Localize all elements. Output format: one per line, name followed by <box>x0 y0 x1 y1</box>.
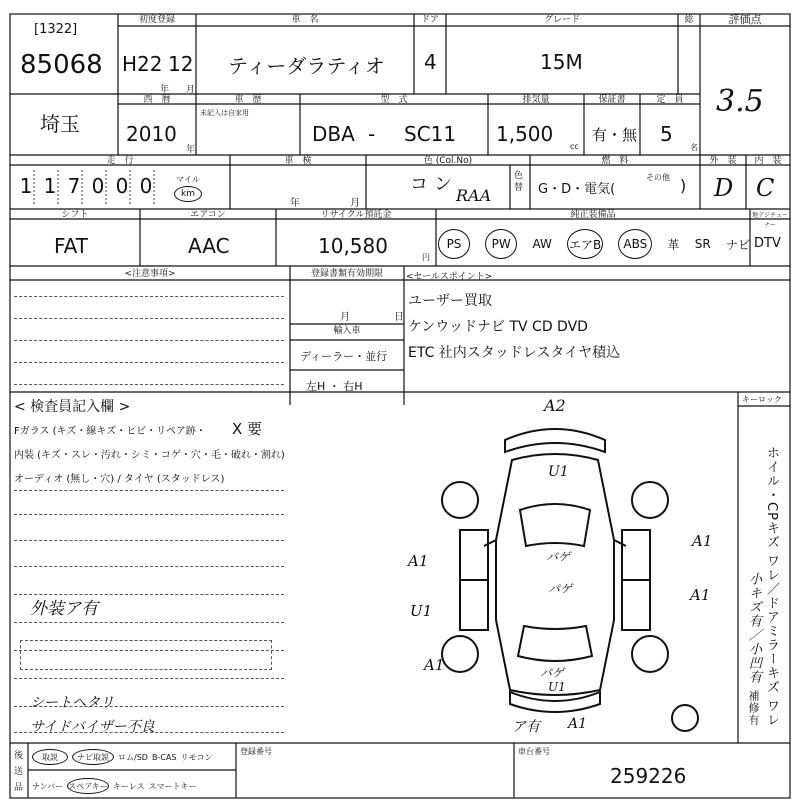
bottom-items-row2 <box>32 778 197 794</box>
mark-rear-a1: A1 <box>568 716 588 732</box>
equipment-label: 純正装備品 <box>570 210 616 220</box>
warranty-value: 有・無 <box>592 126 638 144</box>
inspector-line-2: 内装 (キズ・スレ・汚れ・シミ・コゲ・穴・毛・破れ・割れ) <box>14 450 285 461</box>
mark-roof-2: パゲ <box>548 582 573 596</box>
item-navi-manual: ナビ取説 <box>72 749 114 765</box>
inspector-line-3: オーディオ (無し・穴) / タイヤ (スタッドレス) <box>14 474 225 485</box>
mileage-digit: 0 <box>139 174 153 198</box>
sales-line-1: ユーザー買取 <box>408 293 492 309</box>
fuel-close: ) <box>680 176 687 195</box>
item-remote: リモコン <box>180 752 213 762</box>
recycle-unit: 円 <box>422 253 430 262</box>
shaken-label: 車 検 <box>284 156 312 166</box>
score-label: 評価点 <box>728 13 762 26</box>
equip-pw: PW <box>485 229 517 259</box>
mileage-digit: 1 <box>19 174 33 198</box>
equip-navi: ナビ <box>725 237 750 252</box>
exterior-label: 外 装 <box>709 156 737 166</box>
mark-roof-1: パゲ <box>546 550 571 564</box>
fuel-value: G・D・電気( <box>538 182 616 197</box>
mark-rear-1: パゲ <box>540 666 565 680</box>
mark-a2: A2 <box>544 396 566 415</box>
doors-label: ドア <box>421 15 439 25</box>
score-value: 3.5 <box>716 84 764 119</box>
interior-label: 内 装 <box>754 156 782 166</box>
equip-abs: ABS <box>618 229 652 259</box>
mark-u1-front: U1 <box>548 464 569 480</box>
item-number: ナンバー <box>32 781 64 791</box>
first-reg-year-unit: 年 <box>160 85 170 95</box>
mileage-label: 走 行 <box>106 156 134 166</box>
doors-value: 4 <box>424 50 437 74</box>
item-smart-key: スマートキー <box>148 781 197 791</box>
equip-airbag: エアB <box>567 229 603 259</box>
warranty-label: 保証書 <box>598 95 626 105</box>
sales-line-3: ETC 社内スタッドレスタイヤ積込 <box>408 345 621 361</box>
color-label: 色 (Col.No) <box>423 156 473 166</box>
mark-rear-a: ア有 <box>512 719 540 735</box>
inspector-title: < 検査員記入欄 > <box>14 399 131 415</box>
first-reg-month: 12 <box>168 52 194 76</box>
hand-note-box <box>20 640 272 670</box>
equip-sr: SR <box>694 237 711 251</box>
recycle-label: リサイクル預託金 <box>320 210 392 220</box>
mileage-mile-unit: マイル <box>176 175 200 184</box>
first-reg-value: H22 <box>122 52 163 76</box>
mileage-digits <box>14 174 158 198</box>
equip-dtv: DTV <box>754 236 781 251</box>
mark-a1-rear-left: A1 <box>424 656 445 674</box>
region: 埼玉 <box>40 112 80 136</box>
displacement-unit: cc <box>570 142 579 151</box>
color-sub: 色替 <box>514 171 524 193</box>
car-diagram <box>400 400 740 740</box>
chassis-label: 車台番号 <box>518 747 550 756</box>
dtv-label: 地デジチューナー <box>752 212 788 229</box>
fuel-label: 燃 料 <box>601 156 629 166</box>
bottom-items-row1 <box>32 749 212 765</box>
sales-line-2: ケンウッドナビ TV CD DVD <box>408 319 588 335</box>
mileage-digit: 7 <box>67 174 81 198</box>
mark-a1-right-1: A1 <box>692 532 713 550</box>
fuel-other: その他 <box>646 173 670 182</box>
mark-a1-left: A1 <box>408 552 429 570</box>
mileage-digit: 0 <box>91 174 105 198</box>
model-code-prefix: DBA <box>312 122 355 146</box>
car-name-value: ティーダラティオ <box>228 54 385 78</box>
capacity-label: 定 員 <box>656 95 684 105</box>
mileage-km-unit: km <box>174 186 202 202</box>
chassis-number: 259226 <box>610 764 687 788</box>
import-value: ディーラー・並行 <box>300 350 388 363</box>
color-value: コン <box>410 174 458 195</box>
history-label: 車 歴 <box>234 95 262 105</box>
color-code: RAA <box>456 186 492 205</box>
reg-no-label: 登録番号 <box>240 747 272 756</box>
mileage-digit: 1 <box>43 174 57 198</box>
mark-rear-u1: U1 <box>548 680 566 694</box>
aircon-label: エアコン <box>190 210 226 220</box>
model-code-value: SC11 <box>404 122 457 146</box>
hand-note-1: 外装ア有 <box>30 599 98 619</box>
hand-note-2: シートヘタリ <box>30 695 114 711</box>
shaken-month-unit: 月 <box>350 198 360 209</box>
equip-leather: 革 <box>667 237 680 252</box>
bottom-row-label: 後送品 <box>14 751 24 793</box>
item-spare-key: スペアキー <box>67 778 109 794</box>
displacement-value: 1,500 <box>496 122 554 146</box>
total-label: 総 <box>684 15 694 25</box>
model-year-label: 西 暦 <box>143 95 171 105</box>
car-name-label: 車 名 <box>291 15 319 25</box>
exterior-value: D <box>714 174 734 202</box>
interior-value: C <box>756 174 775 202</box>
equip-ps: PS <box>438 229 470 259</box>
displacement-label: 排気量 <box>522 95 550 105</box>
item-rom: ロム/SD <box>118 752 148 762</box>
doc-deadline-day: 日 <box>394 312 404 323</box>
recycle-value: 10,580 <box>318 234 388 258</box>
capacity-value: 5 <box>660 122 673 146</box>
hand-note-3: サイドバイザー不良 <box>30 719 155 735</box>
mileage-digit: 0 <box>115 174 129 198</box>
history-note: 未記入は自家用 <box>200 109 249 117</box>
inspector-x-mark: X 要 <box>232 420 263 438</box>
grade-value: 15M <box>540 50 583 74</box>
mark-u1-left: U1 <box>410 602 433 620</box>
capacity-unit: 名 <box>690 143 698 152</box>
lot-number: 85068 <box>20 50 103 80</box>
equipment-row <box>438 228 750 260</box>
import-hand: 左H ・ 右H <box>306 380 363 393</box>
shift-label: シフト <box>61 210 89 220</box>
doc-deadline-label: 登録書類有効期限 <box>310 269 383 279</box>
right-note-1: ホイル・CPキズ ワレ／ドアミラーキズ ワレ <box>764 446 779 728</box>
right-note-2: 小キズ有／小凹有 <box>746 572 761 684</box>
model-code-label: 型 式 <box>380 95 408 105</box>
mark-a1-right-2: A1 <box>690 586 711 604</box>
shaken-year-unit: 年 <box>290 198 300 209</box>
notes-label: <注意事項> <box>124 269 176 279</box>
item-keyless: キーレス <box>113 781 145 791</box>
shift-value: FAT <box>54 234 89 258</box>
model-code-dash: - <box>368 122 376 146</box>
first-reg-label: 初度登録 <box>138 15 175 25</box>
right-note-3: 補修有 <box>747 690 760 726</box>
doc-deadline-month: 月 <box>340 312 350 323</box>
model-year-value: 2010 <box>126 122 177 146</box>
equip-aw: AW <box>532 237 552 251</box>
sales-points-label: <セールスポイント> <box>406 272 493 282</box>
inspector-line-1: Fガラス (キズ・線キズ・ヒビ・リペア跡・ <box>14 426 206 437</box>
import-label: 輸入車 <box>333 326 361 336</box>
first-reg-month-unit: 月 <box>186 85 196 95</box>
model-year-unit: 年 <box>186 145 196 155</box>
item-bcas: B-CAS <box>151 752 177 762</box>
item-manual: 取説 <box>32 749 68 765</box>
aircon-value: AAC <box>188 234 230 258</box>
lot-code: [1322] <box>34 22 78 37</box>
grade-label: グレード <box>543 15 580 25</box>
keylock-label: キーロック <box>742 395 782 404</box>
